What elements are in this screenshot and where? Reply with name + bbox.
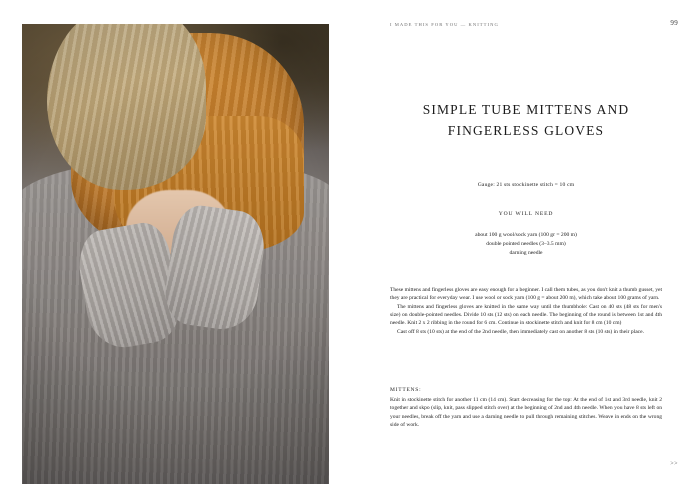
- paragraph: Knit in stockinette stitch for another 11 cm (14 cm). Start decreasing for the top: At the end of 1st and 3rd needle, knit 2 together and skpo (slip, knit, pass slipped stitch over) at the beginning of 2nd and 4th needle. When you have 8 sts left on your needles, break off the yarn and use a darning needle to pull through remaining stitches. Weave in ends on the wrong side of work.: [390, 397, 662, 428]
- page-title: SIMPLE TUBE MITTENS AND FINGERLESS GLOVES: [422, 102, 630, 138]
- photo-vignette: [22, 24, 329, 484]
- list-item: about 100 g wool/sock yarn (100 gr = 200 m): [475, 232, 577, 238]
- running-head: I MADE THIS FOR YOU — KNITTING: [390, 22, 499, 27]
- pattern-photo: [22, 24, 329, 484]
- paragraph: These mittens and fingerless gloves are easy enough for a beginner. I call them tubes, as you don't knit a thumb gusset, yet they are practical for everyday wear. I use wool or sock yarn (100 g = about 200 m), which take about 100 grams of yarn.: [390, 287, 662, 302]
- materials-heading: YOU WILL NEED: [498, 211, 554, 217]
- list-item: darning needle: [509, 250, 543, 257]
- materials-list: [390, 231, 662, 258]
- page-marker: >>: [670, 461, 678, 467]
- paragraph: Cast off 8 sts (10 sts) at the end of the 2nd needle, then immediately cast on another 8 sts (10 sts) in their place.: [397, 328, 644, 335]
- list-item: double pointed needles (3–3.5 mm): [486, 241, 566, 248]
- text-page: [352, 0, 700, 491]
- gauge-note: Gauge: 21 sts stockinette stitch = 10 cm: [477, 182, 575, 188]
- page-number: 99: [670, 19, 678, 27]
- mittens-text: [390, 396, 662, 429]
- mittens-heading: MITTENS:: [390, 387, 422, 393]
- photo-layers: [22, 24, 329, 484]
- paragraph: The mittens and fingerless gloves are knitted in the same way until the thumbhole: Cast on 40 sts (48 sts for men's size) on double-pointed needles. Divide 10 sts (12 sts) on each needle. The beginning of the round is between 1st and 4th needle. Knit 2 x 2 ribbing in the round for 6 cm. Continue in stockinette stitch and knit for 8 cm (10 cm): [390, 303, 662, 327]
- intro-text: [390, 286, 662, 336]
